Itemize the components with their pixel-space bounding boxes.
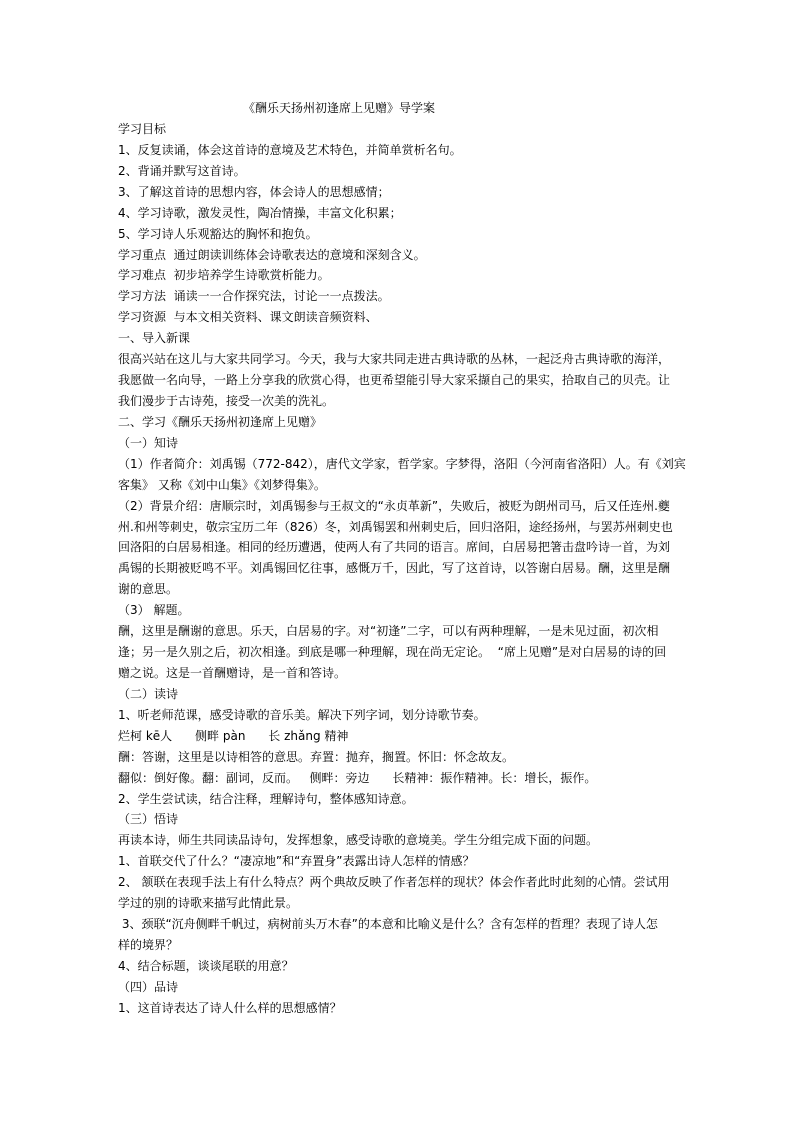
text-line: 我们漫步于古诗苑，接受一次美的洗礼。 [118, 393, 335, 408]
text-line: 赠之说。这是一首酬赠诗，是一首和答诗。 [118, 665, 347, 680]
text-line: 5、学习诗人乐观豁达的胸怀和抱负。 [118, 226, 318, 241]
text-line: 2、 颔联在表现手法上有什么特点？两个典故反映了作者怎样的现状？体会作者此时此刻的心情。尝试用 [118, 875, 670, 890]
text-line: 学过的别的诗歌来描写此情此景。 [118, 896, 299, 911]
text-line: （二）读诗 [118, 686, 179, 701]
text-line: 1、首联交代了什么？“凄凉地”和“弃置身”表露出诗人怎样的情感？ [118, 854, 475, 869]
text-line: 州.和州等刺史，敬宗宝历二年（826）冬，刘禹锡罢和州刺史后，回归洛阳，途经扬州，与罢苏州刺史也 [118, 519, 673, 534]
text-line: 回洛阳的白居易相逢。相同的经历遭遇，使两人有了共同的语言。席间，白居易把箸击盘吟诗一首，为刘 [118, 540, 671, 555]
text-line: 逢；另一是久别之后，初次相逢。到底是哪一种理解，现在尚无定论。 “席上见赠”是对白居易的诗的回 [118, 645, 667, 660]
document-title: 《酬乐天扬州初逢席上见赠》导学案 [243, 101, 436, 115]
text-line: 样的境界？ [118, 937, 179, 952]
text-line: （1）作者简介：刘禹锡（772-842），唐代文学家，哲学家。字梦得，洛阳（今河南省洛阳）人。有《刘宾 [118, 456, 686, 471]
text-line: 二、学习《酬乐天扬州初逢席上见赠》 [118, 414, 323, 429]
text-line: 1、反复读诵，体会这首诗的意境及艺术特色，并简单赏析名句。 [118, 142, 462, 157]
text-line: 学习目标 [118, 122, 167, 136]
text-line: （三）悟诗 [118, 812, 179, 827]
text-line: 3、颈联“沉舟侧畔千帆过，病树前头万木春”的本意和比喻义是什么？含有怎样的哲理？表现了诗人怎 [118, 917, 658, 932]
text-line: 酬：答谢，这里是以诗相答的意思。弃置：抛弃，搁置。怀旧：怀念故友。 [118, 749, 515, 764]
text-line: 1、听老师范课，感受诗歌的音乐美。解决下列字词，划分诗歌节奏。 [118, 707, 486, 722]
text-line: 2、背诵并默写这首诗。 [118, 163, 246, 178]
text-line: 2、学生尝试读，结合注释，理解诗句，整体感知诗意。 [118, 791, 414, 806]
text-line: 学习难点 初步培养学生诗歌赏析能力。 [118, 268, 330, 283]
text-line: 禹锡的长期被贬鸣不平。刘禹锡回忆往事，感慨万千，因此，写了这首诗，以答谢白居易。酬，这里是酬 [118, 561, 671, 576]
text-line: 翻似：倒好像。翻：副词，反而。 侧畔：旁边 长精神：振作精神。长：增长，振作。 [118, 770, 597, 785]
text-line: 1、这首诗表达了诗人什么样的思想感情？ [118, 1000, 342, 1015]
text-line: 学习资源 与本文相关资料、课文朗读音频资料、 [118, 310, 378, 325]
text-line: 我愿做一名向导，一路上分享我的欣赏心得，也更希望能引导大家采撷自己的果实，拾取自己的贝壳。让 [118, 373, 671, 388]
text-line: 酬，这里是酬谢的意思。乐天，白居易的字。对“初逢”二字，可以有两种理解，一是未见过面，初次相 [118, 624, 659, 639]
text-line: 烂柯 kē人 侧畔 pàn 长 zhǎng 精神 [118, 728, 349, 743]
text-line: （一）知诗 [118, 435, 179, 450]
text-line: 很高兴站在这儿与大家共同学习。今天，我与大家共同走进古典诗歌的丛林，一起泛舟古典诗歌的海洋， [118, 352, 671, 367]
text-line: （2）背景介绍：唐顺宗时，刘禹锡参与王叔文的“永贞革新”，失败后，被贬为朗州司马，后又任连州.夔 [118, 498, 670, 513]
text-line: （四）品诗 [118, 979, 179, 994]
text-line: 再读本诗，师生共同读品诗句，发挥想象，感受诗歌的意境美。学生分组完成下面的问题。 [118, 833, 599, 848]
text-line: 学习重点 通过朗读训练体会诗歌表达的意境和深刻含义。 [118, 247, 426, 262]
text-line: 学习方法 诵读一一合作探究法，讨论一一点拨法。 [118, 289, 390, 304]
text-line: 谢的意思。 [118, 582, 179, 597]
text-line: 4、结合标题，谈谈尾联的用意？ [118, 958, 294, 973]
text-line: （3） 解题。 [118, 603, 190, 618]
text-line: 一、导入新课 [118, 331, 191, 346]
document-body [118, 119, 686, 1019]
text-line: 客集》 又称《刘中山集》《刘梦得集》。 [118, 477, 326, 492]
text-line: 4、学习诗歌，激发灵性，陶冶情操，丰富文化积累； [118, 205, 402, 220]
text-line: 3、了解这首诗的思想内容，体会诗人的思想感情； [118, 184, 390, 199]
